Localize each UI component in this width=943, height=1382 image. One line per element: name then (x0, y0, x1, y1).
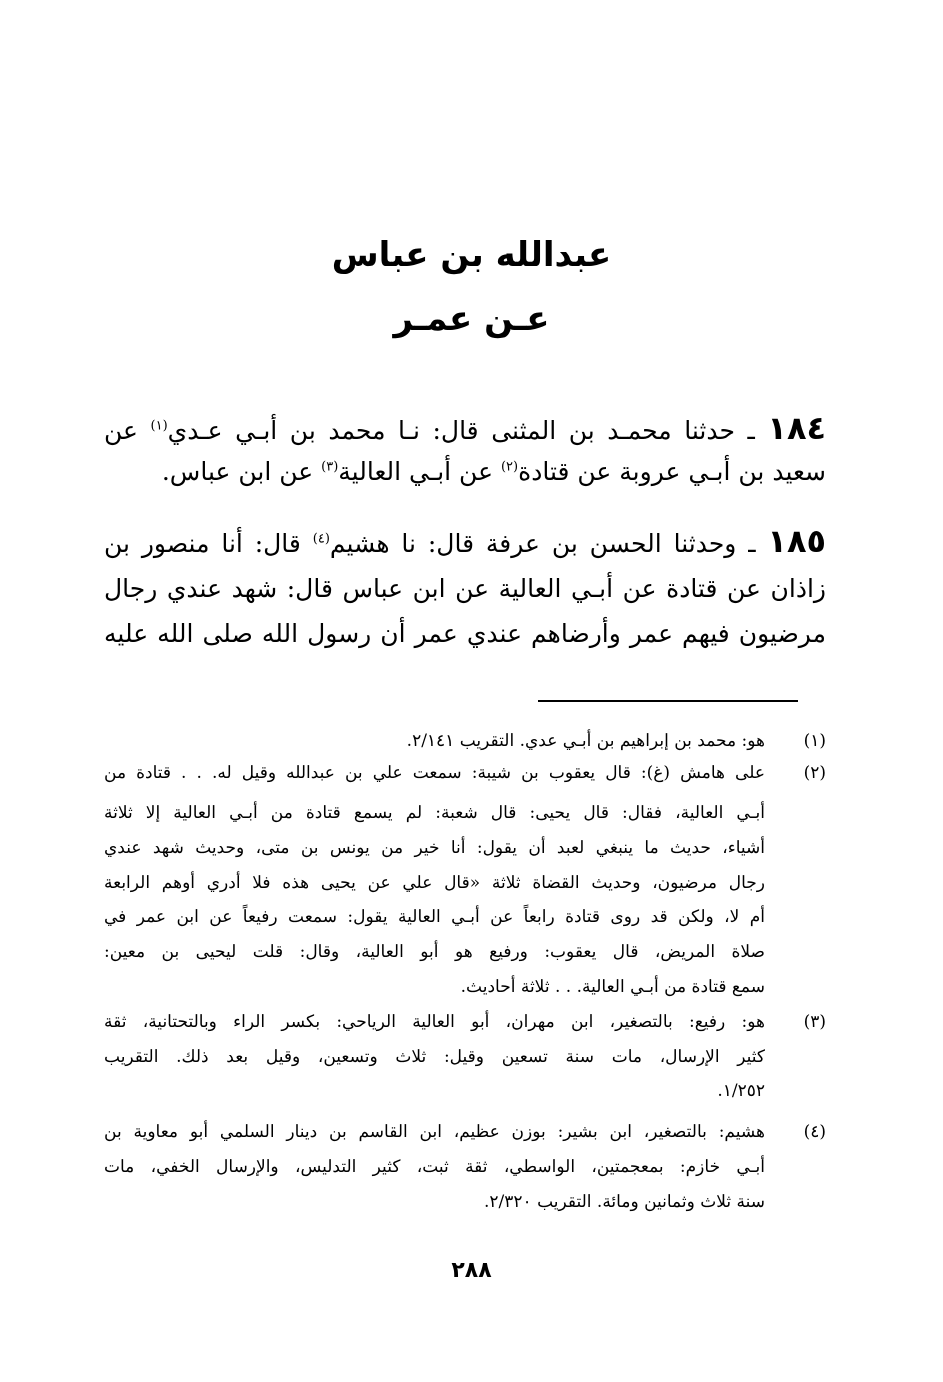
footnote-2-line-1 (104, 765, 826, 782)
hadith-text: عن ابن عباس. (161, 457, 314, 486)
footnote-marker: (٤) (803, 1122, 826, 1142)
chapter-title: عبدالله بن عباس (331, 235, 612, 275)
hadith-184-line-1 (104, 409, 827, 447)
hadith-text: قال: أنا منصور بن (104, 529, 301, 558)
footnote-marker: (٣) (803, 1012, 826, 1032)
footnote-4-line-3: سنة ثلاث وثمانين ومائة. التقريب ٢/٣٢٠. (484, 1192, 765, 1212)
footnote-text: على هامش (غ): قال يعقوب بن شيبة: سمعت علي بن عبدالله وقيل له. . . قتادة من (104, 763, 765, 783)
footnote-3-line-3: ١/٢٥٢. (717, 1081, 765, 1101)
footnote-4-line-1 (104, 1124, 826, 1141)
footnote-separator (538, 700, 798, 702)
hadith-text: ـ وحدثنا الحسن بن عرفة قال: نا هشيم (329, 529, 756, 558)
chapter-subtitle: عـن عمـر (393, 299, 550, 339)
footnote-marker: (٢) (803, 763, 826, 783)
footnote-4-line-2: أبـي خازم: بمعجمتين، الواسطي، ثقة ثبت، كثير التدليس، والإرسال الخفي، مات (104, 1157, 765, 1177)
footnote-2-line-5: أم لا، ولكن قد روى قتادة رابعاً عن أبـي العالية يقول: سمعت رفيعاً عن ابن عمر في (104, 907, 765, 927)
footnote-1-line-1 (104, 733, 826, 750)
footnote-ref: (٢) (500, 459, 519, 475)
page-number: ٢٨٨ (451, 1258, 492, 1283)
footnote-text: هشيم: بالتصغير، ابن بشير: بوزن عظيم، ابن القاسم بن دينار السلمي أبو معاوية بن (104, 1122, 765, 1142)
hadith-185-line-3: مرضيون فيهم عمر وأرضاهم عندي عمر أن رسول الله صلى الله عليه (104, 619, 826, 648)
hadith-185-line-1 (104, 522, 826, 560)
footnote-ref: (١) (150, 418, 168, 434)
hadith-184-line-2 (104, 459, 826, 484)
hadith-text: عن (104, 416, 138, 445)
hadith-text: ـ حدثنا محمـد بن المثنى قال: نـا محمد بن أبـي عـدي (167, 416, 755, 445)
hadith-text: عن أبـي العالية (338, 457, 493, 486)
footnote-2-line-2: أبـي العالية، فقال: قال يحيى: قال شعبة: لم يسمع قتادة من أبـي العالية إلا ثلاثة (104, 803, 765, 823)
footnote-2-line-7: سمع قتادة من أبـي العالية. . . ثلاثة أحاديث. (460, 977, 765, 997)
footnote-ref: (٤) (312, 531, 330, 547)
hadith-text: سعيد بن أبـي عروبة عن قتادة (518, 457, 826, 486)
footnote-text: هو: رفيع: بالتصغير، ابن مهران، أبو العالية الرياحي: بكسر الراء وبالتحتانية، ثقة (104, 1012, 765, 1032)
hadith-185-line-2: زاذان عن قتادة عن أبـي العالية عن ابن عباس قال: شهد عندي رجال (104, 574, 826, 603)
footnote-2-line-6: صلاة المريض، قال يعقوب: ورفيع هو أبو العالية، وقال: قلت ليحيى بن معين: (104, 942, 765, 962)
hadith-number: ١٨٥ (767, 522, 826, 560)
footnote-text: هو: محمد بن إبراهيم بن أبـي عدي. التقريب ٢/١٤١. (406, 731, 765, 751)
footnote-marker: (١) (803, 731, 826, 751)
footnote-3-line-1 (104, 1014, 826, 1031)
hadith-number: ١٨٤ (767, 409, 827, 447)
footnote-ref: (٣) (321, 459, 339, 475)
footnote-2-line-3: أشياء، حديث ما ينبغي لعبد أن يقول: أنا خير من يونس بن متى، وحديث شهد عندي (104, 838, 765, 858)
footnote-2-line-4: رجال مرضيون، وحديث القضاة ثلاثة «قال علي عن يحيى هذه فلا أدري أوهم الرابعة (104, 873, 765, 893)
footnote-3-line-2: كثير الإرسال، مات سنة تسعين وقيل: ثلاث وتسعين، وقيل بعد ذلك. التقريب (104, 1047, 765, 1067)
